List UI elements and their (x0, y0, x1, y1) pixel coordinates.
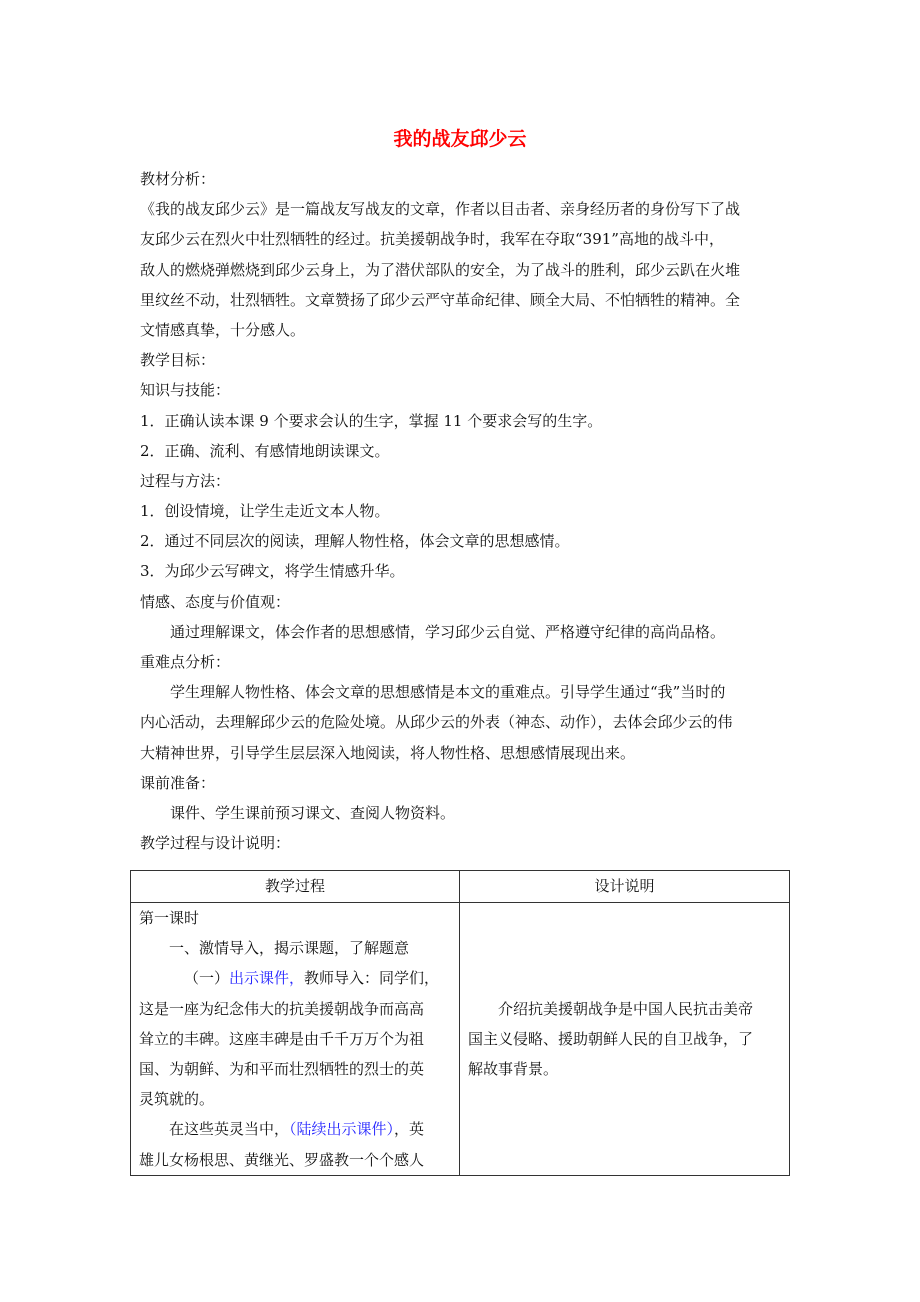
cell-line (139, 1114, 451, 1144)
heading: 教材分析： (140, 170, 216, 188)
design-note-cell (460, 903, 790, 1176)
cell-line: 灵筑就的。 (139, 1090, 215, 1109)
paragraph-line: 内心活动，去理解邱少云的危险处境。从邱少云的外表（神态、动作），去体会邱少云的伟 (140, 713, 733, 732)
highlight-text: 出示课件， (229, 969, 305, 988)
table-row (131, 903, 790, 1176)
heading: 教学过程与设计说明： (140, 834, 291, 853)
subheading: 过程与方法： (140, 471, 231, 490)
paragraph-line: 学生理解人物性格、体会文章的思想感情是本文的重难点。引导学生通过“我”当时的 (170, 683, 726, 702)
cell-line: 介绍抗美援朝战争是中国人民抗击美帝 (498, 999, 754, 1018)
list-item: 2．正确、流利、有感情地朗读课文。 (140, 441, 390, 460)
text: 教师导入：同学们， (304, 969, 440, 988)
cell-line: 国、为朝鲜、为和平而壮烈牺牲的烈士的英 (139, 1059, 425, 1078)
list-item: 1．正确认读本课 9 个要求会认的生字，掌握 11 个要求会写的生字。 (140, 411, 603, 430)
highlight-text: （陆续出示课件） (289, 1120, 395, 1139)
paragraph-line: 文情感真挚，十分感人。 (140, 320, 306, 339)
text: 在这些英灵当中， (169, 1120, 290, 1139)
document-title: 我的战友邱少云 (393, 128, 527, 150)
paragraph-line: 大精神世界，引导学生层层深入地阅读，将人物性格、思想感情展现出来。 (140, 743, 636, 762)
document-body (140, 164, 790, 858)
column-header: 设计说明 (460, 871, 790, 903)
cell-line: 解故事背景。 (468, 1059, 559, 1078)
subheading: 知识与技能： (140, 381, 231, 400)
lesson-table (130, 870, 790, 1176)
paragraph-line: 敌人的燃烧弹燃烧到邱少云身上，为了潜伏部队的安全，为了战斗的胜利，邱少云趴在火堆 (140, 260, 741, 279)
lesson-label: 第一课时 (139, 909, 200, 927)
cell-line: 雄儿女杨根思、黄继光、罗盛教一个个感人 (139, 1150, 425, 1169)
process-cell (131, 903, 460, 1176)
column-header: 教学过程 (131, 871, 460, 903)
paragraph-line: 友邱少云在烈火中壮烈牺牲的经过。抗美援朝战争时，我军在夺取“391”高地的战斗中， (140, 230, 724, 249)
table-header-row (131, 871, 790, 903)
text: （一） (184, 969, 230, 988)
paragraph-line: 里纹丝不动，壮烈牺牲。文章赞扬了邱少云严守革命纪律、顾全大局、不怕牺牲的精神。全 (140, 290, 741, 309)
paragraph-line: 通过理解课文，体会作者的思想感情，学习邱少云自觉、严格遵守纪律的高尚品格。 (170, 622, 726, 641)
subheading: 情感、态度与价值观： (140, 592, 291, 611)
heading: 重难点分析： (140, 653, 231, 671)
section-heading: 一、激情导入，揭示课题，了解题意 (169, 939, 410, 958)
list-item: 1．创设情境，让学生走近文本人物。 (140, 502, 390, 521)
paragraph-line: 《我的战友邱少云》是一篇战友写战友的文章，作者以目击者、亲身经历者的身份写下了战 (140, 200, 741, 219)
cell-line: 耸立的丰碑。这座丰碑是由千千万万个为祖 (139, 1029, 425, 1048)
list-item: 2．通过不同层次的阅读，理解人物性格，体会文章的思想感情。 (140, 532, 570, 551)
text: ，英 (394, 1120, 425, 1139)
cell-line: 这是一座为纪念伟大的抗美援朝战争而高高 (139, 999, 425, 1018)
cell-line (139, 963, 451, 993)
paragraph-line: 课件、学生课前预习课文、查阅人物资料。 (170, 803, 456, 822)
list-item: 3．为邱少云写碑文，将学生情感升华。 (140, 562, 405, 581)
cell-line: 国主义侵略、援助朝鲜人民的自卫战争，了 (468, 1029, 754, 1048)
heading: 课前准备： (140, 773, 216, 792)
heading: 教学目标： (140, 351, 216, 370)
